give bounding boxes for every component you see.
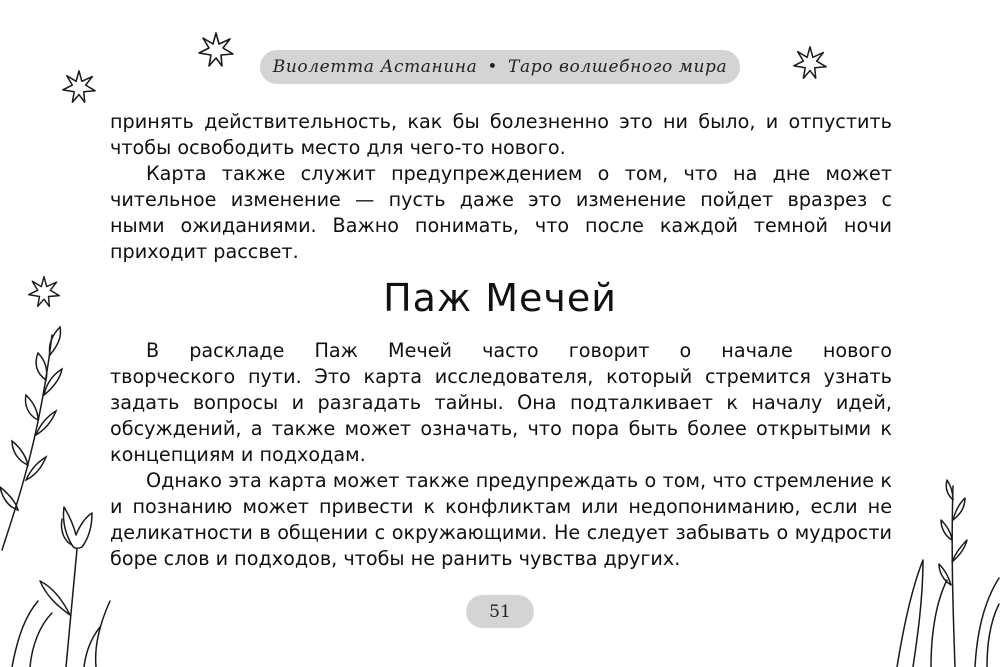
page-number: 51	[466, 595, 534, 628]
paragraph-line: принять действительность, как бы болезненно это ни было, и отпустить	[110, 110, 892, 133]
paragraph-line: и познанию может привести к конфликтам или недопониманию, если не	[110, 495, 892, 518]
grass-icon	[895, 480, 1000, 667]
header-separator: •	[487, 57, 499, 77]
paragraph-line: творческого пути. Это карта исследователя, который стремится узнать	[110, 365, 892, 388]
paragraph-line: чительное изменение — пусть даже это изменение пойдет вразрез с	[110, 188, 892, 211]
text-block-section	[110, 338, 892, 572]
paragraph-line: Однако эта карта может также предупреждать о том, что стремление к	[146, 469, 892, 492]
paragraph-line: Карта также служит предупреждением о том, что на дне может	[146, 162, 892, 185]
star-icon	[791, 44, 829, 82]
paragraph-line: задать вопросы и разгадать тайны. Она подталкивает к началу идей,	[110, 391, 892, 414]
running-header	[260, 50, 740, 84]
header-author: Виолетта Астанина	[272, 57, 478, 77]
paragraph-line: боре слов и подходов, чтобы не ранить чувства других.	[110, 547, 681, 570]
paragraph-line: деликатности в общении с окружающими. Не следует забывать о мудрости	[110, 521, 892, 544]
paragraph-line: концепциям и подходам.	[110, 443, 366, 466]
paragraph-line: В раскладе Паж Мечей часто говорит о начале нового	[146, 339, 892, 362]
star-icon	[196, 30, 236, 70]
header-book-title: Таро волшебного мира	[508, 57, 728, 77]
paragraph-line: ными ожиданиями. Важно понимать, что после каждой темной ночи	[110, 214, 892, 237]
section-title: Паж Мечей	[383, 276, 617, 320]
paragraph-line: чтобы освободить место для чего-то нового.	[110, 136, 566, 159]
star-icon	[60, 68, 98, 106]
tulip-icon	[0, 505, 120, 667]
paragraph-line: приходит рассвет.	[110, 240, 299, 263]
paragraph-line: обсуждений, а также может означать, что пора быть более открытыми к	[110, 417, 892, 440]
text-block-continuation	[110, 109, 892, 265]
